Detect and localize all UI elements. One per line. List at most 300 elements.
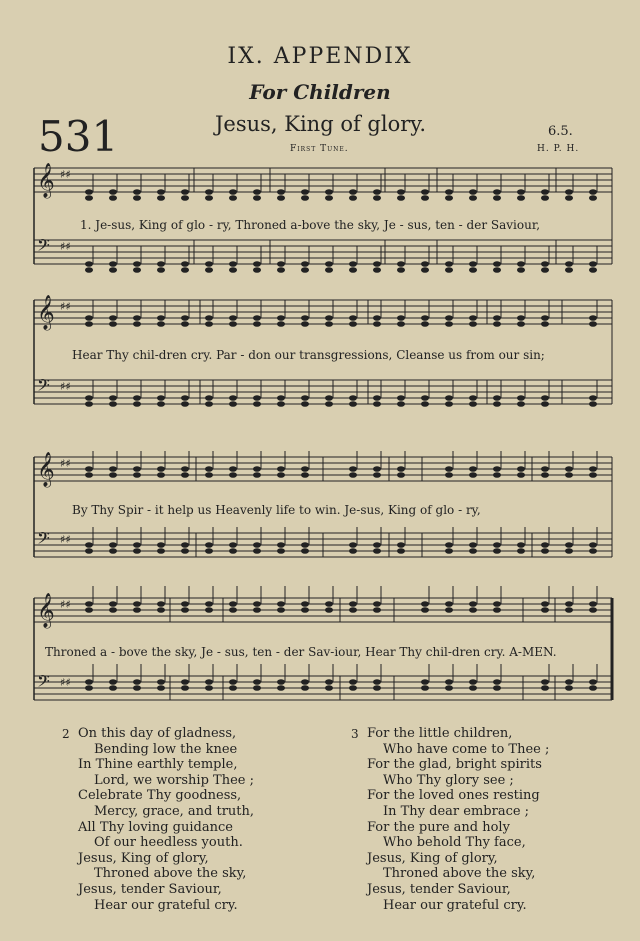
note-head bbox=[373, 472, 381, 478]
note-head bbox=[493, 189, 501, 195]
note-head bbox=[277, 395, 285, 401]
note-head bbox=[565, 685, 573, 691]
key-signature-icon: ♯♯ bbox=[60, 598, 71, 611]
note-head bbox=[157, 607, 165, 613]
note-head bbox=[277, 679, 285, 685]
note-head bbox=[469, 685, 477, 691]
note-head bbox=[589, 685, 597, 691]
note-head bbox=[229, 315, 237, 321]
note-head bbox=[133, 548, 141, 554]
note-head bbox=[541, 401, 549, 407]
verse-line: Of our heedless youth. bbox=[94, 835, 243, 851]
note-head bbox=[541, 189, 549, 195]
note-head bbox=[181, 261, 189, 267]
note-head bbox=[589, 315, 597, 321]
verse-line: Jesus, tender Saviour, bbox=[367, 881, 511, 897]
note-head bbox=[301, 401, 309, 407]
note-head bbox=[229, 401, 237, 407]
note-head bbox=[517, 542, 525, 548]
note-head bbox=[373, 321, 381, 327]
lyrics-system-2: Hear Thy chil-dren cry. Par - don our transgressions, Cleanse us from our sin; bbox=[72, 348, 545, 362]
note-head bbox=[325, 679, 333, 685]
lyrics-system-3: By Thy Spir - it help us Heavenly life to win. Je-sus, King of glo - ry, bbox=[72, 503, 481, 517]
subsection-title: For Children bbox=[249, 80, 391, 104]
note-head bbox=[421, 679, 429, 685]
note-head bbox=[445, 261, 453, 267]
note-head bbox=[349, 315, 357, 321]
note-head bbox=[373, 401, 381, 407]
note-head bbox=[253, 195, 261, 201]
note-head bbox=[181, 267, 189, 273]
note-head bbox=[205, 601, 213, 607]
note-head bbox=[517, 548, 525, 554]
key-signature-icon: ♯♯ bbox=[60, 457, 71, 470]
note-head bbox=[109, 195, 117, 201]
note-head bbox=[157, 395, 165, 401]
note-head bbox=[157, 321, 165, 327]
note-head bbox=[181, 195, 189, 201]
note-head bbox=[133, 195, 141, 201]
verse-line: Hear our grateful cry. bbox=[94, 897, 238, 913]
note-head bbox=[445, 472, 453, 478]
note-head bbox=[373, 315, 381, 321]
note-head bbox=[253, 679, 261, 685]
note-head bbox=[469, 395, 477, 401]
note-head bbox=[133, 321, 141, 327]
note-head bbox=[85, 395, 93, 401]
note-head bbox=[445, 395, 453, 401]
note-head bbox=[517, 472, 525, 478]
note-head bbox=[133, 472, 141, 478]
note-head bbox=[589, 261, 597, 267]
note-head bbox=[421, 395, 429, 401]
note-head bbox=[517, 195, 525, 201]
note-head bbox=[349, 195, 357, 201]
note-head bbox=[397, 466, 405, 472]
verse-line: Jesus, King of glory, bbox=[367, 850, 498, 866]
bass-clef-icon: 𝄢 bbox=[37, 375, 50, 399]
note-head bbox=[205, 195, 213, 201]
note-head bbox=[541, 542, 549, 548]
note-head bbox=[469, 315, 477, 321]
note-head bbox=[157, 685, 165, 691]
note-head bbox=[301, 395, 309, 401]
note-head bbox=[517, 267, 525, 273]
note-head bbox=[493, 195, 501, 201]
note-head bbox=[253, 395, 261, 401]
note-head bbox=[469, 601, 477, 607]
verse-line: Celebrate Thy goodness, bbox=[78, 788, 242, 804]
note-head bbox=[397, 472, 405, 478]
note-head bbox=[469, 261, 477, 267]
note-head bbox=[253, 466, 261, 472]
note-head bbox=[229, 548, 237, 554]
note-head bbox=[589, 401, 597, 407]
verse-line: Lord, we worship Thee ; bbox=[94, 772, 254, 788]
note-head bbox=[109, 189, 117, 195]
note-head bbox=[277, 401, 285, 407]
note-head bbox=[541, 321, 549, 327]
note-head bbox=[109, 321, 117, 327]
note-head bbox=[349, 401, 357, 407]
note-head bbox=[229, 261, 237, 267]
note-head bbox=[445, 548, 453, 554]
note-head bbox=[85, 607, 93, 613]
note-head bbox=[397, 315, 405, 321]
note-head bbox=[157, 679, 165, 685]
note-head bbox=[229, 267, 237, 273]
note-head bbox=[277, 321, 285, 327]
note-head bbox=[229, 601, 237, 607]
lyrics-system-4: Throned a - bove the sky, Je - sus, ten - der Sav-iour, Hear Thy chil-dren cry. A-MEN. bbox=[45, 645, 557, 659]
note-head bbox=[109, 267, 117, 273]
note-head bbox=[253, 601, 261, 607]
note-head bbox=[349, 679, 357, 685]
note-head bbox=[541, 261, 549, 267]
note-head bbox=[325, 315, 333, 321]
note-head bbox=[445, 601, 453, 607]
note-head bbox=[253, 267, 261, 273]
note-head bbox=[373, 466, 381, 472]
verse-line: Who have come to Thee ; bbox=[383, 741, 550, 757]
note-head bbox=[349, 548, 357, 554]
treble-clef-icon: 𝄞 bbox=[37, 295, 55, 330]
note-head bbox=[397, 189, 405, 195]
note-head bbox=[205, 679, 213, 685]
note-head bbox=[205, 321, 213, 327]
note-head bbox=[541, 466, 549, 472]
note-head bbox=[589, 548, 597, 554]
note-head bbox=[205, 267, 213, 273]
note-head bbox=[229, 607, 237, 613]
note-head bbox=[157, 267, 165, 273]
note-head bbox=[469, 548, 477, 554]
note-head bbox=[133, 315, 141, 321]
note-head bbox=[445, 195, 453, 201]
note-head bbox=[133, 542, 141, 548]
note-head bbox=[565, 267, 573, 273]
note-head bbox=[589, 195, 597, 201]
note-head bbox=[565, 195, 573, 201]
note-head bbox=[205, 261, 213, 267]
verse-line: Throned above the sky, bbox=[94, 866, 247, 882]
note-head bbox=[325, 685, 333, 691]
section-title: IX. APPENDIX bbox=[227, 44, 413, 69]
note-head bbox=[517, 315, 525, 321]
note-head bbox=[157, 601, 165, 607]
note-head bbox=[229, 321, 237, 327]
note-head bbox=[397, 261, 405, 267]
note-head bbox=[157, 189, 165, 195]
note-head bbox=[565, 601, 573, 607]
note-head bbox=[109, 607, 117, 613]
verse-line: Who Thy glory see ; bbox=[383, 772, 514, 788]
note-head bbox=[301, 267, 309, 273]
note-head bbox=[589, 395, 597, 401]
note-head bbox=[205, 607, 213, 613]
verse-line: For the little children, bbox=[367, 726, 513, 741]
note-head bbox=[133, 601, 141, 607]
bass-clef-icon: 𝄢 bbox=[37, 528, 50, 552]
note-head bbox=[493, 321, 501, 327]
note-head bbox=[493, 685, 501, 691]
note-head bbox=[493, 315, 501, 321]
note-head bbox=[589, 189, 597, 195]
note-head bbox=[253, 189, 261, 195]
note-head bbox=[133, 607, 141, 613]
note-head bbox=[253, 548, 261, 554]
note-head bbox=[205, 472, 213, 478]
note-head bbox=[493, 601, 501, 607]
note-head bbox=[421, 685, 429, 691]
note-head bbox=[349, 267, 357, 273]
note-head bbox=[517, 189, 525, 195]
note-head bbox=[349, 395, 357, 401]
note-head bbox=[445, 189, 453, 195]
note-head bbox=[325, 267, 333, 273]
key-signature-icon: ♯♯ bbox=[60, 168, 71, 181]
note-head bbox=[445, 401, 453, 407]
note-head bbox=[181, 472, 189, 478]
note-head bbox=[301, 679, 309, 685]
note-head bbox=[109, 466, 117, 472]
note-head bbox=[517, 261, 525, 267]
key-signature-icon: ♯♯ bbox=[60, 676, 71, 689]
note-head bbox=[277, 267, 285, 273]
note-head bbox=[541, 601, 549, 607]
verse-line: Hear our grateful cry. bbox=[383, 897, 527, 913]
note-head bbox=[325, 395, 333, 401]
note-head bbox=[493, 267, 501, 273]
note-head bbox=[181, 189, 189, 195]
lyrics-system-1: 1. Je-sus, King of glo - ry, Throned a-bove the sky, Je - sus, ten - der Saviour, bbox=[80, 218, 541, 232]
note-head bbox=[253, 542, 261, 548]
note-head bbox=[421, 267, 429, 273]
note-head bbox=[445, 607, 453, 613]
note-head bbox=[157, 315, 165, 321]
note-head bbox=[373, 195, 381, 201]
note-head bbox=[445, 466, 453, 472]
note-head bbox=[349, 261, 357, 267]
note-head bbox=[301, 321, 309, 327]
verse-line: All Thy loving guidance bbox=[78, 819, 233, 835]
note-head bbox=[181, 466, 189, 472]
note-head bbox=[85, 466, 93, 472]
note-head bbox=[325, 401, 333, 407]
note-head bbox=[301, 685, 309, 691]
note-head bbox=[277, 607, 285, 613]
note-head bbox=[397, 548, 405, 554]
note-head bbox=[325, 601, 333, 607]
note-head bbox=[469, 679, 477, 685]
note-head bbox=[109, 685, 117, 691]
note-head bbox=[301, 472, 309, 478]
note-head bbox=[301, 542, 309, 548]
note-head bbox=[181, 542, 189, 548]
note-head bbox=[109, 395, 117, 401]
note-head bbox=[397, 267, 405, 273]
note-head bbox=[373, 679, 381, 685]
note-head bbox=[109, 542, 117, 548]
note-head bbox=[373, 548, 381, 554]
note-head bbox=[109, 401, 117, 407]
note-head bbox=[493, 261, 501, 267]
note-head bbox=[133, 261, 141, 267]
note-head bbox=[181, 607, 189, 613]
note-head bbox=[229, 685, 237, 691]
note-head bbox=[469, 472, 477, 478]
note-head bbox=[157, 401, 165, 407]
note-head bbox=[85, 261, 93, 267]
note-head bbox=[277, 195, 285, 201]
note-head bbox=[85, 321, 93, 327]
verse-number: 2 bbox=[62, 727, 70, 741]
note-head bbox=[133, 679, 141, 685]
verse-line: For the pure and holy bbox=[367, 819, 510, 835]
note-head bbox=[421, 315, 429, 321]
note-head bbox=[469, 607, 477, 613]
note-head bbox=[205, 548, 213, 554]
note-head bbox=[589, 472, 597, 478]
note-head bbox=[205, 401, 213, 407]
note-head bbox=[277, 548, 285, 554]
verse-line: Who behold Thy face, bbox=[383, 835, 526, 851]
note-head bbox=[541, 395, 549, 401]
note-head bbox=[253, 685, 261, 691]
note-head bbox=[493, 466, 501, 472]
note-head bbox=[349, 189, 357, 195]
note-head bbox=[157, 261, 165, 267]
note-head bbox=[469, 542, 477, 548]
verse-2 bbox=[78, 726, 254, 913]
note-head bbox=[109, 601, 117, 607]
note-head bbox=[469, 267, 477, 273]
note-head bbox=[325, 195, 333, 201]
note-head bbox=[301, 607, 309, 613]
note-head bbox=[277, 466, 285, 472]
note-head bbox=[181, 601, 189, 607]
note-head bbox=[229, 466, 237, 472]
verse-line: For the loved ones resting bbox=[367, 788, 540, 804]
note-head bbox=[469, 189, 477, 195]
note-head bbox=[325, 261, 333, 267]
note-head bbox=[541, 195, 549, 201]
note-head bbox=[397, 321, 405, 327]
note-head bbox=[133, 685, 141, 691]
note-head bbox=[133, 401, 141, 407]
note-head bbox=[85, 189, 93, 195]
note-head bbox=[85, 401, 93, 407]
note-head bbox=[397, 195, 405, 201]
note-head bbox=[181, 548, 189, 554]
note-head bbox=[541, 685, 549, 691]
note-head bbox=[517, 395, 525, 401]
key-signature-icon: ♯♯ bbox=[60, 380, 71, 393]
verse-line: For the glad, bright spirits bbox=[367, 757, 542, 773]
note-head bbox=[253, 401, 261, 407]
note-head bbox=[85, 195, 93, 201]
note-head bbox=[205, 395, 213, 401]
note-head bbox=[205, 315, 213, 321]
note-head bbox=[589, 601, 597, 607]
note-head bbox=[445, 542, 453, 548]
note-head bbox=[589, 267, 597, 273]
note-head bbox=[373, 607, 381, 613]
note-head bbox=[85, 267, 93, 273]
note-head bbox=[253, 315, 261, 321]
note-head bbox=[133, 395, 141, 401]
note-head bbox=[445, 679, 453, 685]
note-head bbox=[493, 607, 501, 613]
note-head bbox=[493, 542, 501, 548]
note-head bbox=[253, 321, 261, 327]
note-head bbox=[373, 601, 381, 607]
note-head bbox=[157, 542, 165, 548]
note-head bbox=[85, 685, 93, 691]
note-head bbox=[277, 261, 285, 267]
note-head bbox=[181, 685, 189, 691]
note-head bbox=[565, 261, 573, 267]
note-head bbox=[349, 685, 357, 691]
note-head bbox=[469, 195, 477, 201]
note-head bbox=[493, 472, 501, 478]
note-head bbox=[133, 189, 141, 195]
verse-line: In Thy dear embrace ; bbox=[383, 803, 530, 819]
meter-label: 6.5. bbox=[548, 124, 573, 139]
note-head bbox=[205, 466, 213, 472]
bass-clef-icon: 𝄢 bbox=[37, 235, 50, 259]
note-head bbox=[229, 472, 237, 478]
note-head bbox=[469, 321, 477, 327]
note-head bbox=[133, 267, 141, 273]
note-head bbox=[301, 466, 309, 472]
note-head bbox=[301, 189, 309, 195]
tune-label: First Tune. bbox=[290, 144, 349, 154]
composer-label: H. P. H. bbox=[537, 144, 580, 154]
note-head bbox=[517, 321, 525, 327]
note-head bbox=[421, 401, 429, 407]
note-head bbox=[277, 315, 285, 321]
note-head bbox=[565, 189, 573, 195]
note-head bbox=[253, 472, 261, 478]
verse-3 bbox=[367, 726, 549, 913]
note-head bbox=[85, 548, 93, 554]
note-head bbox=[133, 466, 141, 472]
note-head bbox=[421, 195, 429, 201]
note-head bbox=[373, 267, 381, 273]
treble-clef-icon: 𝄞 bbox=[37, 452, 55, 487]
note-head bbox=[541, 472, 549, 478]
note-head bbox=[181, 401, 189, 407]
note-head bbox=[589, 607, 597, 613]
note-head bbox=[181, 679, 189, 685]
verse-line: On this day of gladness, bbox=[78, 726, 237, 741]
note-head bbox=[277, 601, 285, 607]
note-head bbox=[349, 321, 357, 327]
note-head bbox=[301, 548, 309, 554]
note-head bbox=[205, 189, 213, 195]
note-head bbox=[301, 601, 309, 607]
note-head bbox=[277, 189, 285, 195]
note-head bbox=[85, 542, 93, 548]
note-head bbox=[229, 542, 237, 548]
note-head bbox=[397, 395, 405, 401]
note-head bbox=[181, 315, 189, 321]
note-head bbox=[373, 395, 381, 401]
note-head bbox=[445, 267, 453, 273]
bass-clef-icon: 𝄢 bbox=[37, 671, 50, 695]
verse-line: Jesus, King of glory, bbox=[78, 850, 209, 866]
